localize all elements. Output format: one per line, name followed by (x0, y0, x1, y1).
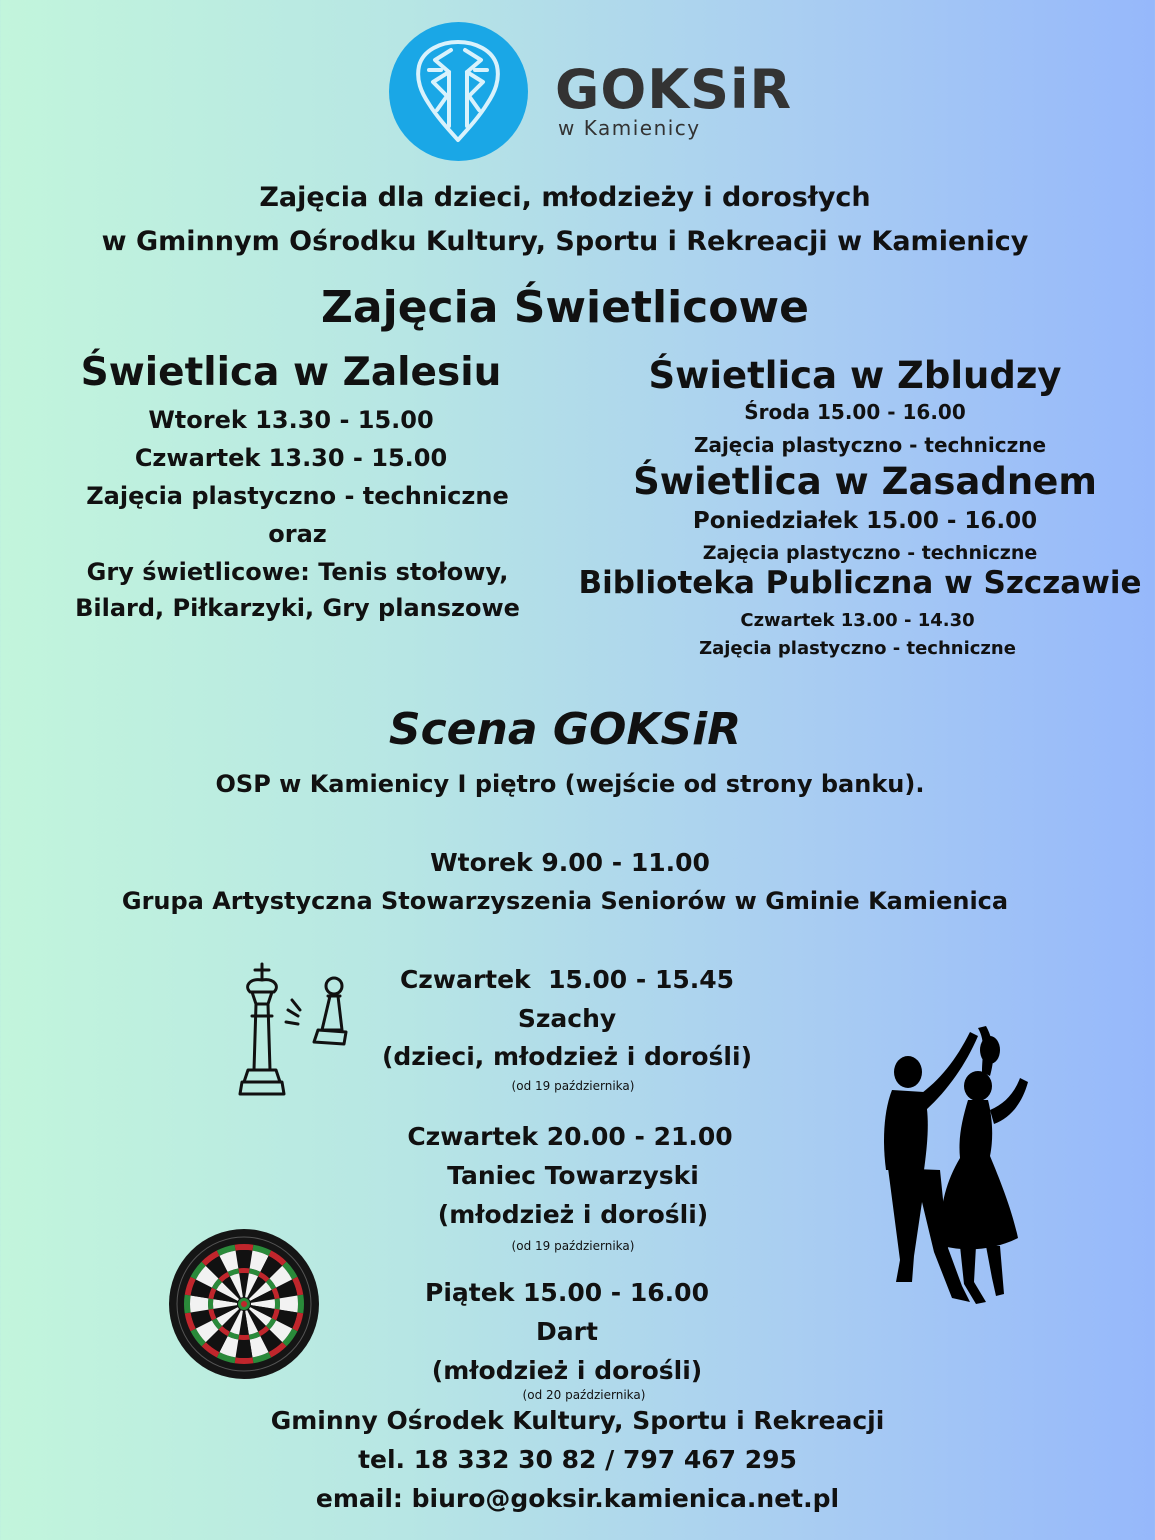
dartboard-segment (235, 1357, 254, 1364)
dartboard-segment (184, 1295, 191, 1314)
szczawa-line: Zajęcia plastyczno - techniczne (699, 638, 1016, 659)
zalesie-line: Wtorek 13.30 - 15.00 (148, 406, 434, 434)
dartboard-segment (236, 1250, 253, 1268)
scena-title: Scena GOKSiR (388, 704, 742, 755)
dartboard-segment (236, 1340, 253, 1358)
dartboard-segment (208, 1298, 213, 1309)
dartboard-segment (275, 1298, 280, 1309)
dance-time: Czwartek 20.00 - 21.00 (407, 1122, 733, 1151)
zalesie-title: Świetlica w Zalesiu (80, 350, 502, 395)
dartboard-segment (238, 1335, 249, 1340)
dance-audience: (młodzież i dorośli) (437, 1200, 709, 1229)
zalesie-line: Zajęcia plastyczno - techniczne (86, 482, 509, 510)
dart-name: Dart (536, 1317, 598, 1346)
dart-note: (od 20 października) (522, 1388, 646, 1402)
chess-pieces-icon (238, 960, 356, 1110)
dartboard-segment (190, 1296, 208, 1313)
dartboard-segment (238, 1268, 249, 1273)
dance-note: (od 19 października) (511, 1239, 635, 1253)
intro-line-1: Zajęcia dla dzieci, młodzieży i dorosłych (259, 182, 871, 213)
dancing-couple-icon (878, 1020, 1038, 1305)
dart-audience: (młodzież i dorośli) (431, 1356, 703, 1385)
zalesie-line: Czwartek 13.30 - 15.00 (134, 444, 448, 472)
zasadne-title: Świetlica w Zasadnem (633, 460, 1097, 503)
zbludza-line: Środa 15.00 - 16.00 (744, 400, 966, 424)
footer-email: email: biuro@goksir.kamienica.net.pl (315, 1484, 840, 1513)
footer-organization: Gminny Ośrodek Kultury, Sportu i Rekreacji (270, 1406, 885, 1435)
zalesie-line: Gry świetlicowe: Tenis stołowy, (86, 558, 509, 586)
intro-line-2: w Gminnym Ośrodku Kultury, Sportu i Rekreacji w Kamienicy (101, 226, 1029, 257)
zbludza-line: Zajęcia plastyczno - techniczne (693, 433, 1047, 457)
dartboard-icon (168, 1228, 320, 1380)
footer-phone: tel. 18 332 30 82 / 797 467 295 (358, 1445, 797, 1474)
dartboard-segment (235, 1244, 254, 1251)
dartboard-segment (280, 1296, 298, 1313)
szczawa-line: Czwartek 13.00 - 14.30 (740, 610, 975, 631)
goksir-logo-icon (389, 22, 528, 161)
szczawa-title: Biblioteka Publiczna w Szczawie (578, 565, 1142, 601)
zasadne-line: Poniedziałek 15.00 - 16.00 (692, 508, 1038, 534)
chess-note: (od 19 października) (511, 1079, 635, 1093)
scena-subtitle: OSP w Kamienicy I piętro (wejście od strony banku). (215, 770, 925, 798)
zasadne-line: Zajęcia plastyczno - techniczne (702, 542, 1038, 564)
zbludza-title: Świetlica w Zbludzy (648, 354, 1062, 397)
dart-time: Piątek 15.00 - 16.00 (425, 1278, 709, 1307)
seniors-description: Grupa Artystyczna Stowarzyszenia Seniorów w Gminie Kamienica (121, 887, 1009, 915)
chess-audience: (dzieci, młodzież i dorośli) (381, 1042, 752, 1071)
brand-subtitle: w Kamienicy (558, 116, 701, 140)
dartboard-segment (297, 1295, 304, 1314)
chess-time: Czwartek 15.00 - 15.45 (399, 965, 735, 994)
zalesie-line: Bilard, Piłkarzyki, Gry planszowe (75, 594, 520, 622)
dance-name: Taniec Towarzyski (447, 1161, 699, 1190)
seniors-time: Wtorek 9.00 - 11.00 (430, 848, 710, 877)
main-title: Zajęcia Świetlicowe (321, 282, 809, 333)
brand-name: GOKSiR (555, 58, 793, 121)
chess-name: Szachy (517, 1004, 617, 1033)
zalesie-line: oraz (268, 520, 327, 548)
